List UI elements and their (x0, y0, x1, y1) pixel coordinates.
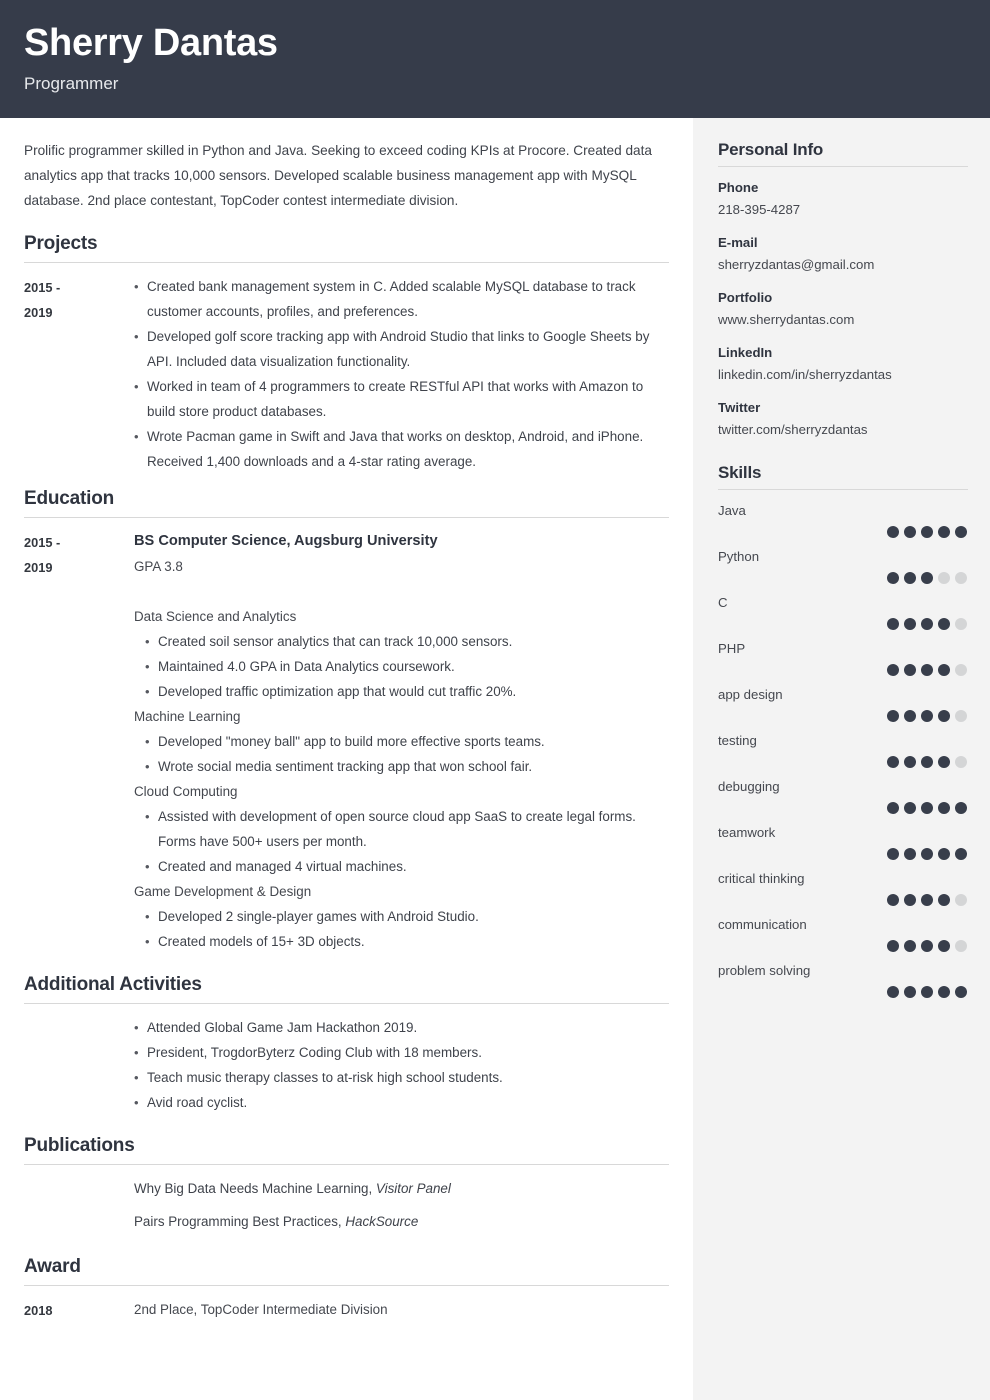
skill-dot-filled-icon (938, 526, 950, 538)
skill-item (718, 730, 968, 768)
skill-dot-filled-icon (921, 894, 933, 906)
education-coursework-groups (134, 604, 669, 954)
skill-level-dots (718, 756, 968, 768)
award-entry (24, 1297, 669, 1323)
skill-dot-filled-icon (887, 664, 899, 676)
section-heading-projects: Projects (24, 233, 669, 263)
skill-dot-filled-icon (904, 710, 916, 722)
skill-dot-filled-icon (887, 756, 899, 768)
activities-entry (24, 1015, 669, 1115)
coursework-bullet: • Wrote social media sentiment tracking app that won school fair. (145, 754, 665, 779)
skills-list (718, 500, 968, 998)
professional-summary: Prolific programmer skilled in Python and Java. Seeking to exceed coding KPIs at Procore. Created data analytics app that tracks 10,000 sensors. Developed scalable business management app with MySQL database. 2nd place contestant, TopCoder contest intermediate division. (24, 143, 652, 208)
skill-name: PHP (718, 641, 746, 656)
skill-dot-filled-icon (938, 710, 950, 722)
skill-level-dots (718, 802, 968, 814)
personal-info-item (718, 287, 968, 331)
skill-dot-filled-icon (921, 572, 933, 584)
skill-dot-filled-icon (904, 894, 916, 906)
projects-date-to: 2019 (24, 305, 53, 320)
education-body (134, 529, 669, 954)
skill-dot-filled-icon (904, 802, 916, 814)
main-column (0, 118, 693, 1400)
skill-name: debugging (718, 779, 780, 794)
projects-body (134, 274, 669, 474)
skill-item (718, 638, 968, 676)
section-heading-education: Education (24, 488, 669, 518)
skill-dot-filled-icon (938, 756, 950, 768)
award-body (134, 1297, 669, 1323)
skill-dot-filled-icon (887, 802, 899, 814)
project-bullet: • Worked in team of 4 programmers to create RESTful API that works with Amazon to build store product databases. (134, 374, 659, 424)
skill-dot-filled-icon (904, 572, 916, 584)
education-spacer (134, 579, 669, 604)
personal-info-label: Portfolio (718, 290, 773, 305)
section-education (24, 488, 669, 954)
sidebar-column (693, 118, 990, 1400)
personal-info-item (718, 232, 968, 276)
skill-name: testing (718, 733, 757, 748)
coursework-bullet-list (145, 629, 669, 704)
skill-name: Java (718, 503, 746, 518)
skill-dot-filled-icon (938, 986, 950, 998)
activities-bullet-list (134, 1015, 669, 1115)
skill-level-dots (718, 894, 968, 906)
skill-name: Python (718, 549, 760, 564)
project-bullet: • Wrote Pacman game in Swift and Java that works on desktop, Android, and iPhone. Received 1,400 downloads and a 4-star rating average. (134, 424, 659, 474)
skill-dot-filled-icon (955, 802, 967, 814)
skill-dot-filled-icon (955, 526, 967, 538)
personal-info-value: twitter.com/sherryzdantas (718, 422, 868, 437)
publications-list (134, 1176, 669, 1234)
skill-level-dots (718, 848, 968, 860)
award-text: 2nd Place, TopCoder Intermediate Division (134, 1302, 388, 1317)
skill-name: app design (718, 687, 783, 702)
skill-dot-filled-icon (938, 802, 950, 814)
coursework-bullet-list (145, 804, 669, 879)
skill-dot-filled-icon (938, 848, 950, 860)
education-entry (24, 529, 669, 954)
candidate-name: Sherry Dantas (24, 22, 278, 64)
skill-dot-filled-icon (938, 618, 950, 630)
personal-info-value: 218-395-4287 (718, 202, 801, 217)
skill-dot-filled-icon (921, 756, 933, 768)
skill-item (718, 868, 968, 906)
coursework-bullet: • Created soil sensor analytics that can track 10,000 sensors. (145, 629, 665, 654)
skill-item (718, 914, 968, 952)
coursework-bullet: • Developed traffic optimization app that would cut traffic 20%. (145, 679, 665, 704)
projects-date-from: 2015 - (24, 280, 61, 295)
activity-bullet: • Attended Global Game Jam Hackathon 2019. (134, 1015, 669, 1040)
skill-dot-filled-icon (904, 986, 916, 998)
projects-date (24, 274, 134, 474)
skill-dot-filled-icon (904, 526, 916, 538)
personal-info-label: LinkedIn (718, 345, 773, 360)
coursework-bullet: • Developed "money ball" app to build more effective sports teams. (145, 729, 665, 754)
coursework-bullet: • Created and managed 4 virtual machines. (145, 854, 665, 879)
activities-date-empty (24, 1015, 134, 1115)
section-activities (24, 974, 669, 1115)
skill-name: communication (718, 917, 807, 932)
section-heading-publications: Publications (24, 1135, 669, 1165)
coursework-bullet: • Developed 2 single-player games with Android Studio. (145, 904, 665, 929)
skill-dot-empty-icon (955, 894, 967, 906)
section-heading-activities: Additional Activities (24, 974, 669, 1004)
skill-dot-filled-icon (887, 848, 899, 860)
project-bullet: • Developed golf score tracking app with Android Studio that links to Google Sheets by API. Included data visualization functionality. (134, 324, 659, 374)
skill-item (718, 960, 968, 998)
skill-level-dots (718, 572, 968, 584)
skill-dot-filled-icon (955, 986, 967, 998)
publication-item (134, 1209, 669, 1234)
skill-dot-filled-icon (921, 526, 933, 538)
skill-dot-filled-icon (887, 710, 899, 722)
publications-body (134, 1176, 669, 1242)
section-heading-personal-info: Personal Info (718, 140, 968, 167)
personal-info-item (718, 177, 968, 221)
skill-dot-filled-icon (904, 756, 916, 768)
skill-dot-empty-icon (955, 664, 967, 676)
skill-item (718, 822, 968, 860)
personal-info-value: linkedin.com/in/sherryzdantas (718, 367, 892, 382)
skill-dot-empty-icon (938, 572, 950, 584)
skill-dot-filled-icon (921, 848, 933, 860)
skill-item (718, 684, 968, 722)
publication-item (134, 1176, 669, 1201)
skill-dot-filled-icon (938, 894, 950, 906)
coursework-bullet: • Created models of 15+ 3D objects. (145, 929, 665, 954)
skill-dot-filled-icon (955, 848, 967, 860)
coursework-bullet: • Maintained 4.0 GPA in Data Analytics coursework. (145, 654, 665, 679)
award-date: 2018 (24, 1303, 53, 1318)
personal-info-label: Twitter (718, 400, 761, 415)
section-heading-award: Award (24, 1256, 669, 1286)
coursework-group-label: Data Science and Analytics (134, 609, 297, 624)
skill-level-dots (718, 618, 968, 630)
skill-dot-filled-icon (904, 848, 916, 860)
activities-body (134, 1015, 669, 1115)
skill-dot-filled-icon (887, 526, 899, 538)
skill-dot-filled-icon (921, 710, 933, 722)
skill-dot-empty-icon (955, 710, 967, 722)
skill-dot-filled-icon (938, 664, 950, 676)
skill-dot-empty-icon (955, 572, 967, 584)
skill-item (718, 546, 968, 584)
skill-item (718, 500, 968, 538)
project-bullet: • Created bank management system in C. Added scalable MySQL database to track customer accounts, profiles, and preferences. (134, 274, 659, 324)
projects-bullet-list (134, 274, 669, 474)
resume-body (0, 118, 990, 1400)
skill-dot-filled-icon (921, 986, 933, 998)
skill-level-dots (718, 710, 968, 722)
education-degree: BS Computer Science, Augsburg University (134, 533, 438, 549)
coursework-bullet-list (145, 729, 669, 779)
personal-info-value: www.sherrydantas.com (718, 312, 855, 327)
skill-item (718, 592, 968, 630)
skill-dot-filled-icon (904, 940, 916, 952)
skill-dot-filled-icon (887, 894, 899, 906)
skill-dot-filled-icon (887, 618, 899, 630)
publication-venue: Visitor Panel (375, 1181, 451, 1196)
section-heading-skills: Skills (718, 463, 968, 490)
skill-dot-filled-icon (887, 572, 899, 584)
skill-dot-empty-icon (955, 756, 967, 768)
resume-header (0, 0, 990, 118)
coursework-group-label: Cloud Computing (134, 784, 238, 799)
personal-info-item (718, 397, 968, 441)
section-publications (24, 1135, 669, 1242)
skill-dot-filled-icon (921, 618, 933, 630)
skill-dot-filled-icon (921, 664, 933, 676)
activity-bullet: • Teach music therapy classes to at-risk high school students. (134, 1065, 669, 1090)
publication-title: Pairs Programming Best Practices, (134, 1214, 346, 1229)
coursework-group-label: Game Development & Design (134, 884, 312, 899)
skill-dot-filled-icon (904, 664, 916, 676)
personal-info-label: E-mail (718, 235, 758, 250)
personal-info-value: sherryzdantas@gmail.com (718, 257, 875, 272)
skill-name: critical thinking (718, 871, 805, 886)
projects-entry (24, 274, 669, 474)
publication-venue: HackSource (345, 1214, 419, 1229)
publications-date-empty (24, 1176, 134, 1242)
section-projects (24, 233, 669, 474)
skill-dot-filled-icon (938, 940, 950, 952)
skill-dot-filled-icon (887, 940, 899, 952)
candidate-job-title: Programmer (24, 73, 119, 93)
skill-item (718, 776, 968, 814)
education-gpa: GPA 3.8 (134, 559, 183, 574)
coursework-group-label: Machine Learning (134, 709, 241, 724)
coursework-bullet: • Assisted with development of open source cloud app SaaS to create legal forms. Forms have 500+ users per month. (145, 804, 665, 854)
skill-level-dots (718, 986, 968, 998)
skill-dot-filled-icon (904, 618, 916, 630)
publications-entry (24, 1176, 669, 1242)
skills-heading-wrap (718, 463, 968, 490)
activity-bullet: • President, TrogdorByterz Coding Club with 18 members. (134, 1040, 669, 1065)
skill-dot-filled-icon (921, 802, 933, 814)
skill-dot-empty-icon (955, 940, 967, 952)
skill-name: C (718, 595, 728, 610)
education-date-to: 2019 (24, 560, 53, 575)
activity-bullet: • Avid road cyclist. (134, 1090, 669, 1115)
skill-level-dots (718, 526, 968, 538)
education-date (24, 529, 134, 954)
education-date-from: 2015 - (24, 535, 61, 550)
publication-title: Why Big Data Needs Machine Learning, (134, 1181, 376, 1196)
personal-info-label: Phone (718, 180, 759, 195)
skill-name: problem solving (718, 963, 811, 978)
skill-name: teamwork (718, 825, 776, 840)
skill-level-dots (718, 940, 968, 952)
skill-level-dots (718, 664, 968, 676)
section-award (24, 1256, 669, 1323)
skill-dot-filled-icon (921, 940, 933, 952)
skill-dot-empty-icon (955, 618, 967, 630)
skill-dot-filled-icon (887, 986, 899, 998)
personal-info-list (718, 177, 968, 441)
personal-info-item (718, 342, 968, 386)
coursework-bullet-list (145, 904, 669, 954)
